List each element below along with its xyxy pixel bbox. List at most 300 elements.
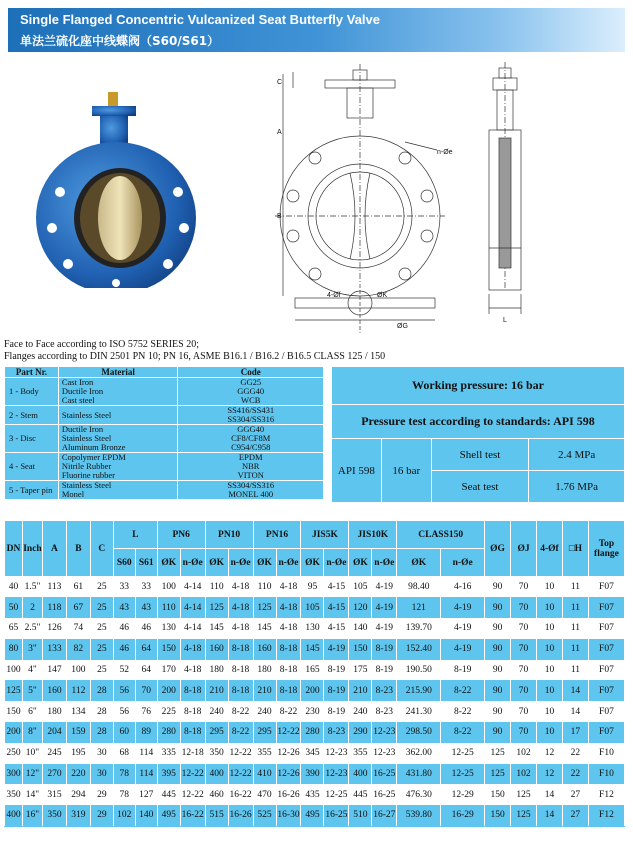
table-cell: 46 <box>113 639 135 660</box>
hdr-pn6-noe: n-Øe <box>180 549 205 577</box>
table-cell: 362.00 <box>397 743 441 764</box>
table-cell: 12 <box>537 764 563 785</box>
table-cell: 16-25 <box>324 805 349 826</box>
table-cell: 298.50 <box>397 722 441 743</box>
label-a: A <box>277 129 282 136</box>
table-cell: 180 <box>253 660 276 681</box>
table-cell: 125 <box>205 597 228 618</box>
table-cell: 27 <box>562 784 588 805</box>
table-cell: 16-27 <box>372 805 397 826</box>
table-cell: 125 <box>253 597 276 618</box>
table-cell: 270 <box>42 764 66 785</box>
table-cell: 180 <box>205 660 228 681</box>
table-cell: 114 <box>135 764 157 785</box>
table-cell: 4-19 <box>441 597 485 618</box>
material-code: GGG40 CF8/CF8M C954/C958 <box>178 425 324 453</box>
material-code: SS416/SS431 SS304/SS316 <box>178 406 324 425</box>
shell-test-value: 2.4 MPa <box>529 439 625 471</box>
table-cell: 125 <box>5 680 23 701</box>
table-cell: 70 <box>511 618 537 639</box>
table-cell: 160 <box>42 680 66 701</box>
table-cell: 25 <box>90 597 113 618</box>
table-cell: 8-18 <box>180 680 205 701</box>
table-cell: 120 <box>349 597 372 618</box>
table-cell: 10 <box>537 639 563 660</box>
table-cell: 76 <box>135 701 157 722</box>
table-cell: 200 <box>301 680 324 701</box>
table-cell: 90 <box>485 660 511 681</box>
table-cell: 16-26 <box>228 805 253 826</box>
table-cell: 82 <box>66 639 90 660</box>
table-cell: 22 <box>562 743 588 764</box>
material-material: Stainless Steel Monel <box>58 481 178 500</box>
material-material: Ductile Iron Stainless Steel Aluminum Bronze <box>58 425 178 453</box>
table-cell: 160 <box>253 639 276 660</box>
table-cell: 435 <box>301 784 324 805</box>
table-cell: 8-22 <box>441 680 485 701</box>
table-cell: 130 <box>157 618 180 639</box>
table-cell: 150 <box>157 639 180 660</box>
table-cell: 14 <box>537 805 563 826</box>
table-cell: 10 <box>537 680 563 701</box>
table-cell: 12-23 <box>324 743 349 764</box>
title-chinese: 单法兰硫化座中线蝶阀（S60/S61） <box>20 34 220 48</box>
table-cell: 225 <box>157 701 180 722</box>
table-cell: 46 <box>113 618 135 639</box>
table-cell: 12-26 <box>276 743 301 764</box>
label-ok: ØK <box>377 292 388 299</box>
dimension-table <box>4 520 625 827</box>
table-cell: 56 <box>113 680 135 701</box>
table-cell: 145 <box>205 618 228 639</box>
table-cell: 16-26 <box>276 784 301 805</box>
table-cell: 4-14 <box>180 577 205 598</box>
table-cell: 126 <box>42 618 66 639</box>
table-cell: 102 <box>113 805 135 826</box>
table-cell: 345 <box>301 743 324 764</box>
label-og: ØG <box>397 323 408 330</box>
table-cell: 190.50 <box>397 660 441 681</box>
table-cell: 215.90 <box>397 680 441 701</box>
table-cell: 8-18 <box>228 680 253 701</box>
table-cell: 410 <box>253 764 276 785</box>
table-cell: F12 <box>588 784 624 805</box>
table-cell: 8-23 <box>372 680 397 701</box>
table-cell: 350 <box>5 784 23 805</box>
table-cell: F07 <box>588 680 624 701</box>
table-cell: 114 <box>135 743 157 764</box>
table-cell: 12-22 <box>180 764 205 785</box>
table-cell: 431.80 <box>397 764 441 785</box>
table-cell: 460 <box>205 784 228 805</box>
hdr-b: B <box>66 521 90 577</box>
table-cell: 17 <box>562 722 588 743</box>
table-cell: F07 <box>588 597 624 618</box>
table-cell: 11 <box>562 577 588 598</box>
table-cell: F07 <box>588 639 624 660</box>
table-cell: 159 <box>66 722 90 743</box>
hdr-pn10-noe: n-Øe <box>228 549 253 577</box>
pressure-table <box>331 366 625 503</box>
table-cell: 8-19 <box>372 660 397 681</box>
table-cell: 2.5" <box>22 618 42 639</box>
table-cell: 10" <box>22 743 42 764</box>
table-cell: F07 <box>588 577 624 598</box>
hdr-h: □H <box>562 521 588 577</box>
table-cell: 11 <box>562 597 588 618</box>
material-part: 4 - Seat <box>5 453 59 481</box>
table-cell: 1.5" <box>22 577 42 598</box>
material-part: 2 - Stem <box>5 406 59 425</box>
hdr-jis5k-ok: ØK <box>301 549 324 577</box>
table-cell: 8-18 <box>276 680 301 701</box>
technical-drawing <box>265 58 630 338</box>
table-cell: 16-22 <box>228 784 253 805</box>
table-cell: 70 <box>511 597 537 618</box>
material-material: Cast Iron Ductile Iron Cast steel <box>58 378 178 406</box>
material-row <box>5 425 324 453</box>
hdr-class150-noe: n-Øe <box>441 549 485 577</box>
table-cell: 4-15 <box>324 597 349 618</box>
table-cell: 4-19 <box>324 639 349 660</box>
table-cell: 210 <box>205 680 228 701</box>
table-cell: 4-18 <box>276 597 301 618</box>
table-cell: 12 <box>537 743 563 764</box>
table-row <box>5 597 625 618</box>
table-cell: 8-18 <box>180 722 205 743</box>
table-cell: 290 <box>349 722 372 743</box>
table-cell: 4-18 <box>228 597 253 618</box>
material-row <box>5 481 324 500</box>
bar-cell: 16 bar <box>381 439 431 503</box>
table-cell: 89 <box>135 722 157 743</box>
hdr-jis10k: JIS10K <box>349 521 397 549</box>
label-n-oe: n-Øe <box>437 149 453 156</box>
table-cell: 8-23 <box>324 722 349 743</box>
table-cell: 8-18 <box>228 639 253 660</box>
hdr-pn6: PN6 <box>157 521 205 549</box>
hdr-og: ØG <box>485 521 511 577</box>
table-cell: 27 <box>562 805 588 826</box>
table-cell: 10 <box>537 722 563 743</box>
table-cell: 8-19 <box>324 660 349 681</box>
table-cell: 11 <box>562 639 588 660</box>
table-cell: 319 <box>66 805 90 826</box>
table-cell: 110 <box>205 577 228 598</box>
table-cell: 170 <box>157 660 180 681</box>
table-cell: 90 <box>485 639 511 660</box>
material-row <box>5 378 324 406</box>
table-cell: 145 <box>253 618 276 639</box>
table-cell: 98.40 <box>397 577 441 598</box>
hdr-oj: ØJ <box>511 521 537 577</box>
table-cell: 476.30 <box>397 784 441 805</box>
label-4-of: 4-Øf <box>327 292 341 299</box>
table-row <box>5 639 625 660</box>
table-cell: 139.70 <box>397 618 441 639</box>
table-cell: F07 <box>588 722 624 743</box>
table-cell: 390 <box>301 764 324 785</box>
table-cell: 127 <box>135 784 157 805</box>
spec-text <box>4 339 385 363</box>
table-cell: 61 <box>66 577 90 598</box>
table-cell: 10 <box>537 577 563 598</box>
table-cell: 8-18 <box>276 660 301 681</box>
table-cell: 147 <box>42 660 66 681</box>
table-cell: 250 <box>5 743 23 764</box>
table-cell: 8-19 <box>324 680 349 701</box>
hdr-pn16: PN16 <box>253 521 301 549</box>
table-cell: 12-25 <box>441 764 485 785</box>
table-cell: 52 <box>113 660 135 681</box>
table-cell: 8-18 <box>228 660 253 681</box>
table-row <box>5 680 625 701</box>
table-cell: 400 <box>349 764 372 785</box>
title-banner <box>8 8 625 52</box>
table-cell: 150 <box>485 805 511 826</box>
table-cell: 8-19 <box>441 660 485 681</box>
table-cell: 6" <box>22 701 42 722</box>
table-cell: 28 <box>90 722 113 743</box>
table-cell: 29 <box>90 784 113 805</box>
table-cell: 210 <box>349 680 372 701</box>
table-row <box>5 618 625 639</box>
hdr-pn10-ok: ØK <box>205 549 228 577</box>
table-cell: 68 <box>113 743 135 764</box>
mat-header-code: Code <box>178 367 324 378</box>
table-cell: 241.30 <box>397 701 441 722</box>
table-cell: 16-25 <box>372 764 397 785</box>
table-cell: 11 <box>562 660 588 681</box>
table-cell: 335 <box>157 743 180 764</box>
table-row <box>5 784 625 805</box>
table-cell: 12-29 <box>441 784 485 805</box>
table-cell: 160 <box>205 639 228 660</box>
table-cell: 30 <box>90 764 113 785</box>
table-cell: 10 <box>537 660 563 681</box>
table-cell: 14 <box>562 680 588 701</box>
table-cell: 200 <box>157 680 180 701</box>
table-cell: 50 <box>5 597 23 618</box>
table-cell: 8-22 <box>228 701 253 722</box>
seat-test-value: 1.76 MPa <box>529 471 625 503</box>
table-cell: 125 <box>511 805 537 826</box>
table-cell: 90 <box>485 618 511 639</box>
table-row <box>5 577 625 598</box>
table-cell: 3" <box>22 639 42 660</box>
table-cell: 28 <box>90 680 113 701</box>
table-cell: 4-15 <box>324 577 349 598</box>
table-cell: 22 <box>562 764 588 785</box>
hdr-jis5k-noe: n-Øe <box>324 549 349 577</box>
table-cell: 350 <box>42 805 66 826</box>
table-cell: 64 <box>135 639 157 660</box>
table-cell: 12-26 <box>276 764 301 785</box>
table-cell: 210 <box>253 680 276 701</box>
table-cell: 8-22 <box>441 722 485 743</box>
table-cell: 4-14 <box>180 597 205 618</box>
table-cell: 8-18 <box>180 701 205 722</box>
table-cell: 140 <box>349 618 372 639</box>
table-cell: 40 <box>5 577 23 598</box>
table-cell: 29 <box>90 805 113 826</box>
pressure-test-standard: Pressure test according to standards: API 598 <box>332 405 625 439</box>
table-cell: 33 <box>135 577 157 598</box>
table-cell: 4-18 <box>276 618 301 639</box>
table-cell: 118 <box>42 597 66 618</box>
table-cell: 470 <box>253 784 276 805</box>
table-cell: 240 <box>205 701 228 722</box>
material-table <box>4 366 324 500</box>
table-cell: 4-19 <box>372 597 397 618</box>
table-cell: 355 <box>253 743 276 764</box>
table-cell: 43 <box>113 597 135 618</box>
mat-header-material: Material <box>58 367 178 378</box>
table-cell: 70 <box>511 577 537 598</box>
hdr-pn16-noe: n-Øe <box>276 549 301 577</box>
table-cell: 46 <box>135 618 157 639</box>
material-row <box>5 406 324 425</box>
table-cell: 240 <box>349 701 372 722</box>
hdr-pn16-ok: ØK <box>253 549 276 577</box>
table-cell: 8-19 <box>324 701 349 722</box>
table-cell: 90 <box>485 722 511 743</box>
table-cell: F07 <box>588 660 624 681</box>
seat-test-label: Seat test <box>431 471 529 503</box>
table-cell: 4-19 <box>372 577 397 598</box>
table-cell: 28 <box>90 701 113 722</box>
hdr-pn6-ok: ØK <box>157 549 180 577</box>
table-cell: 16-30 <box>276 805 301 826</box>
table-cell: 220 <box>66 764 90 785</box>
table-cell: 350 <box>205 743 228 764</box>
table-cell: 280 <box>157 722 180 743</box>
table-cell: 5" <box>22 680 42 701</box>
table-cell: 4-15 <box>324 618 349 639</box>
table-cell: 125 <box>485 743 511 764</box>
table-cell: 152.40 <box>397 639 441 660</box>
table-cell: 10 <box>537 701 563 722</box>
table-cell: 121 <box>397 597 441 618</box>
table-cell: 4-18 <box>228 577 253 598</box>
table-cell: 80 <box>5 639 23 660</box>
mat-header-part: Part Nr. <box>5 367 59 378</box>
spec-line-1: Face to Face according to ISO 5752 SERIES 20; <box>4 339 199 350</box>
table-cell: 150 <box>349 639 372 660</box>
table-cell: 70 <box>511 701 537 722</box>
material-code: SS304/SS316 MONEL 400 <box>178 481 324 500</box>
table-cell: 8" <box>22 722 42 743</box>
table-cell: 11 <box>562 618 588 639</box>
table-cell: 280 <box>301 722 324 743</box>
table-cell: 95 <box>301 577 324 598</box>
table-cell: 4-18 <box>276 577 301 598</box>
table-cell: 495 <box>301 805 324 826</box>
material-part: 1 - Body <box>5 378 59 406</box>
material-material: Copolymer EPDM Nitrile Rubber Fluorine rubber <box>58 453 178 481</box>
table-cell: 90 <box>485 680 511 701</box>
table-row <box>5 743 625 764</box>
table-cell: 70 <box>511 660 537 681</box>
table-cell: 70 <box>511 680 537 701</box>
table-cell: 200 <box>5 722 23 743</box>
table-cell: 300 <box>5 764 23 785</box>
hdr-4of: 4-Øf <box>537 521 563 577</box>
table-cell: 175 <box>349 660 372 681</box>
table-cell: 67 <box>66 597 90 618</box>
table-cell: 8-22 <box>441 701 485 722</box>
spec-line-2: Flanges according to DIN 2501 PN 10; PN 16, ASME B16.1 / B16.2 / B16.5 CLASS 125 / 150 <box>4 351 386 362</box>
table-cell: 25 <box>90 660 113 681</box>
table-cell: 230 <box>301 701 324 722</box>
table-cell: 14 <box>537 784 563 805</box>
table-row <box>5 764 625 785</box>
table-cell: 14 <box>562 701 588 722</box>
table-cell: 12-23 <box>324 764 349 785</box>
table-cell: 495 <box>157 805 180 826</box>
table-cell: 78 <box>113 764 135 785</box>
material-code: EPDM NBR VITON <box>178 453 324 481</box>
table-cell: 4" <box>22 660 42 681</box>
table-cell: 539.80 <box>397 805 441 826</box>
table-cell: 100 <box>5 660 23 681</box>
table-cell: 12" <box>22 764 42 785</box>
table-cell: 10 <box>537 618 563 639</box>
table-cell: 445 <box>349 784 372 805</box>
table-cell: F07 <box>588 701 624 722</box>
material-part: 3 - Disc <box>5 425 59 453</box>
hdr-s61: S61 <box>135 549 157 577</box>
table-cell: 295 <box>205 722 228 743</box>
table-cell: 105 <box>349 577 372 598</box>
table-cell: 16" <box>22 805 42 826</box>
table-cell: 8-19 <box>372 639 397 660</box>
table-cell: 16-22 <box>180 805 205 826</box>
table-cell: 245 <box>42 743 66 764</box>
table-cell: 195 <box>66 743 90 764</box>
table-cell: 70 <box>511 639 537 660</box>
table-cell: 510 <box>349 805 372 826</box>
material-code: GG25 GGG40 WCB <box>178 378 324 406</box>
table-cell: 315 <box>42 784 66 805</box>
table-cell: 112 <box>66 680 90 701</box>
hdr-class150: CLASS150 <box>397 521 485 549</box>
table-cell: 395 <box>157 764 180 785</box>
table-cell: F10 <box>588 743 624 764</box>
table-cell: 12-22 <box>180 784 205 805</box>
table-cell: 515 <box>205 805 228 826</box>
table-cell: 70 <box>511 722 537 743</box>
table-cell: 8-22 <box>228 722 253 743</box>
table-cell: 8-22 <box>276 701 301 722</box>
hdr-s60: S60 <box>113 549 135 577</box>
table-cell: 25 <box>90 639 113 660</box>
shell-test-label: Shell test <box>431 439 529 471</box>
table-cell: 145 <box>301 639 324 660</box>
material-part: 5 - Taper pin <box>5 481 59 500</box>
label-l: L <box>503 317 507 324</box>
table-cell: 56 <box>113 701 135 722</box>
label-c: C <box>277 79 283 86</box>
table-cell: 16-29 <box>441 805 485 826</box>
table-cell: 16-25 <box>372 784 397 805</box>
table-cell: 140 <box>135 805 157 826</box>
table-cell: 133 <box>42 639 66 660</box>
table-cell: F10 <box>588 764 624 785</box>
hdr-inch: Inch <box>22 521 42 577</box>
table-cell: 134 <box>66 701 90 722</box>
table-cell: F12 <box>588 805 624 826</box>
